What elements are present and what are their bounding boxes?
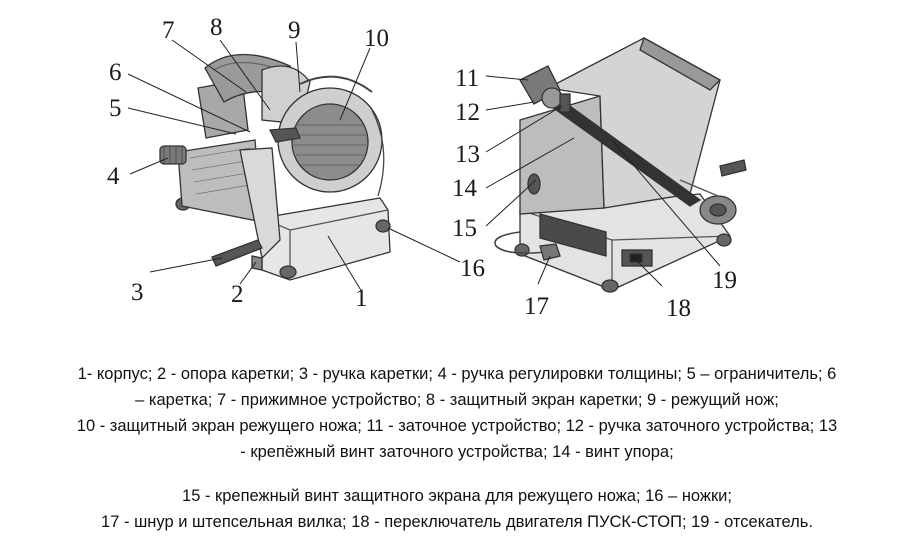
- label-10: 10: [364, 25, 389, 52]
- cutting-blade: [292, 104, 368, 180]
- caption-line: 1- корпус; 2 - опора каретки; 3 - ручка каретки; 4 - ручка регулировки толщины; 5 – ограничитель; 6: [77, 365, 837, 383]
- label-9: 9: [288, 17, 301, 44]
- label-19: 19: [712, 267, 737, 294]
- label-4: 4: [107, 163, 120, 190]
- label-8: 8: [210, 14, 223, 41]
- label-3: 3: [131, 279, 144, 306]
- label-7: 7: [162, 17, 175, 44]
- caption-line: 15 - крепежный винт защитного экрана для режущего ножа; 16 – ножки;: [182, 487, 732, 505]
- body-housing: [262, 198, 390, 280]
- label-16: 16: [460, 255, 485, 282]
- caption-block-2: [0, 483, 914, 535]
- leg: [602, 280, 618, 292]
- label-14: 14: [452, 175, 477, 202]
- thickness-knob: [160, 146, 186, 164]
- label-2: 2: [231, 281, 244, 308]
- right-slicer: [495, 38, 746, 292]
- label-11: 11: [455, 65, 480, 92]
- leg: [280, 266, 296, 278]
- carriage-support: [252, 256, 262, 270]
- label-6: 6: [109, 59, 122, 86]
- label-17: 17: [524, 293, 549, 320]
- left-slicer: [160, 54, 390, 280]
- caption-line: 17 - шнур и штепсельная вилка; 18 - переключатель двигателя ПУСК-СТОП; 19 - отсекатель.: [101, 513, 813, 531]
- leg: [515, 244, 529, 256]
- leg: [376, 220, 390, 232]
- label-5: 5: [109, 95, 122, 122]
- label-13: 13: [455, 141, 480, 168]
- caption-block-1: [0, 361, 914, 465]
- label-1: 1: [355, 285, 368, 312]
- caption-line: - крепёжный винт заточного устройства; 14 - винт упора;: [240, 443, 674, 461]
- caption-line: – каретка; 7 - прижимное устройство; 8 - защитный экран каретки; 9 - режущий нож;: [135, 391, 779, 409]
- label-18: 18: [666, 295, 691, 322]
- label-15: 15: [452, 215, 477, 242]
- label-12: 12: [455, 99, 480, 126]
- leg: [717, 234, 731, 246]
- caption-line: 10 - защитный экран режущего ножа; 11 - заточное устройство; 12 - ручка заточного устройства; 13: [76, 417, 838, 435]
